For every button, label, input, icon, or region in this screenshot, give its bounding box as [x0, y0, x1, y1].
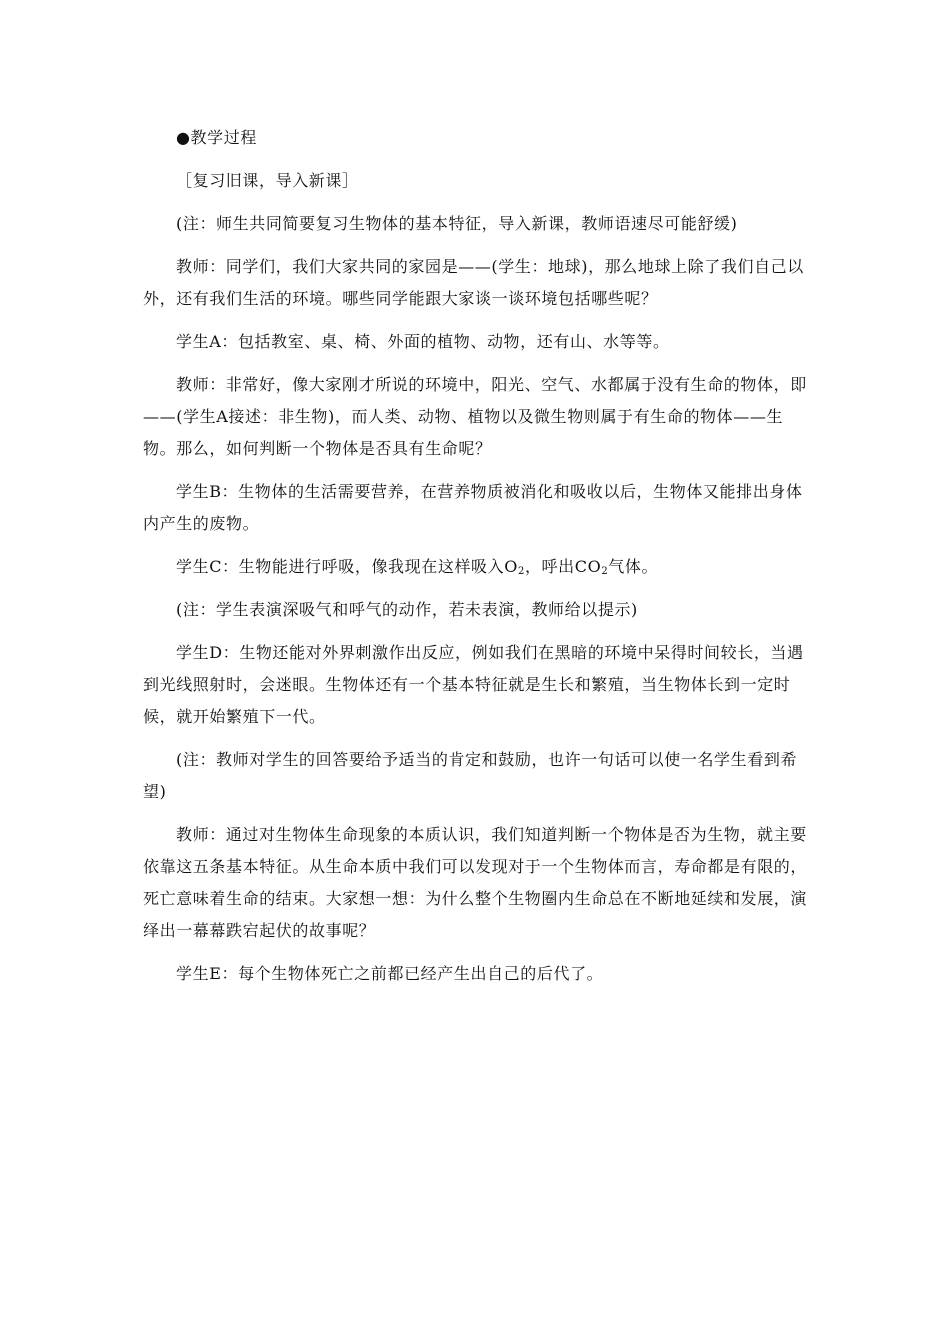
- paragraph-student-b: 学生B：生物体的生活需要营养，在营养物质被消化和吸收以后，生物体又能排出身体内产生的废物。: [143, 482, 803, 533]
- paragraph-note-3: (注：教师对学生的回答要给予适当的肯定和鼓励，也许一句话可以使一名学生看到希望): [143, 750, 798, 801]
- paragraph-student-e: 学生E：每个生物体死亡之前都已经产生出自己的后代了。: [176, 964, 604, 983]
- paragraph-student-c: [143, 551, 809, 583]
- co2-subscript: 2: [601, 566, 609, 577]
- section-heading: ●教学过程: [176, 128, 257, 147]
- paragraph-teacher-2: 教师：非常好，像大家刚才所说的环境中，阳光、空气、水都属于没有生命的物体，即——(学生A接述：非生物)，而人类、动物、植物以及微生物则属于有生命的物体——生物。那么，如何判断一个物体是否具有生命呢？: [143, 375, 807, 458]
- section-subtitle: ［复习旧课，导入新课］: [176, 171, 359, 190]
- paragraph-teacher-1: 教师：同学们，我们大家共同的家园是——(学生：地球)，那么地球上除了我们自己以外，还有我们生活的环境。哪些同学能跟大家谈一谈环境包括哪些呢？: [143, 257, 804, 308]
- paragraph-note-1: (注：师生共同简要复习生物体的基本特征，导入新课，教师语速尽可能舒缓): [176, 214, 738, 233]
- student-c-text-2: ，呼出CO: [524, 557, 602, 576]
- oxygen-subscript: 2: [517, 566, 525, 577]
- paragraph-note-2: (注：学生表演深吸气和呼气的动作，若未表演，教师给以提示): [176, 600, 638, 619]
- student-c-text-1: 学生C：生物能进行呼吸，像我现在这样吸入O: [176, 557, 518, 576]
- paragraph-student-d: 学生D：生物还能对外界刺激作出反应，例如我们在黑暗的环境中呆得时间较长，当遇到光线照射时，会迷眼。生物体还有一个基本特征就是生长和繁殖，当生物体长到一定时候，就开始繁殖下一代。: [143, 643, 804, 726]
- student-c-text-3: 气体。: [608, 557, 659, 576]
- paragraph-student-a: 学生A：包括教室、桌、椅、外面的植物、动物，还有山、水等等。: [176, 332, 670, 351]
- document-body: [143, 122, 809, 1001]
- paragraph-teacher-3: 教师：通过对生物体生命现象的本质认识，我们知道判断一个物体是否为生物，就主要依靠这五条基本特征。从生命本质中我们可以发现对于一个生物体而言，寿命都是有限的，死亡意味着生命的结束。大家想一想：为什么整个生物圈内生命总在不断地延续和发展，演绎出一幕幕跌宕起伏的故事呢？: [143, 825, 808, 940]
